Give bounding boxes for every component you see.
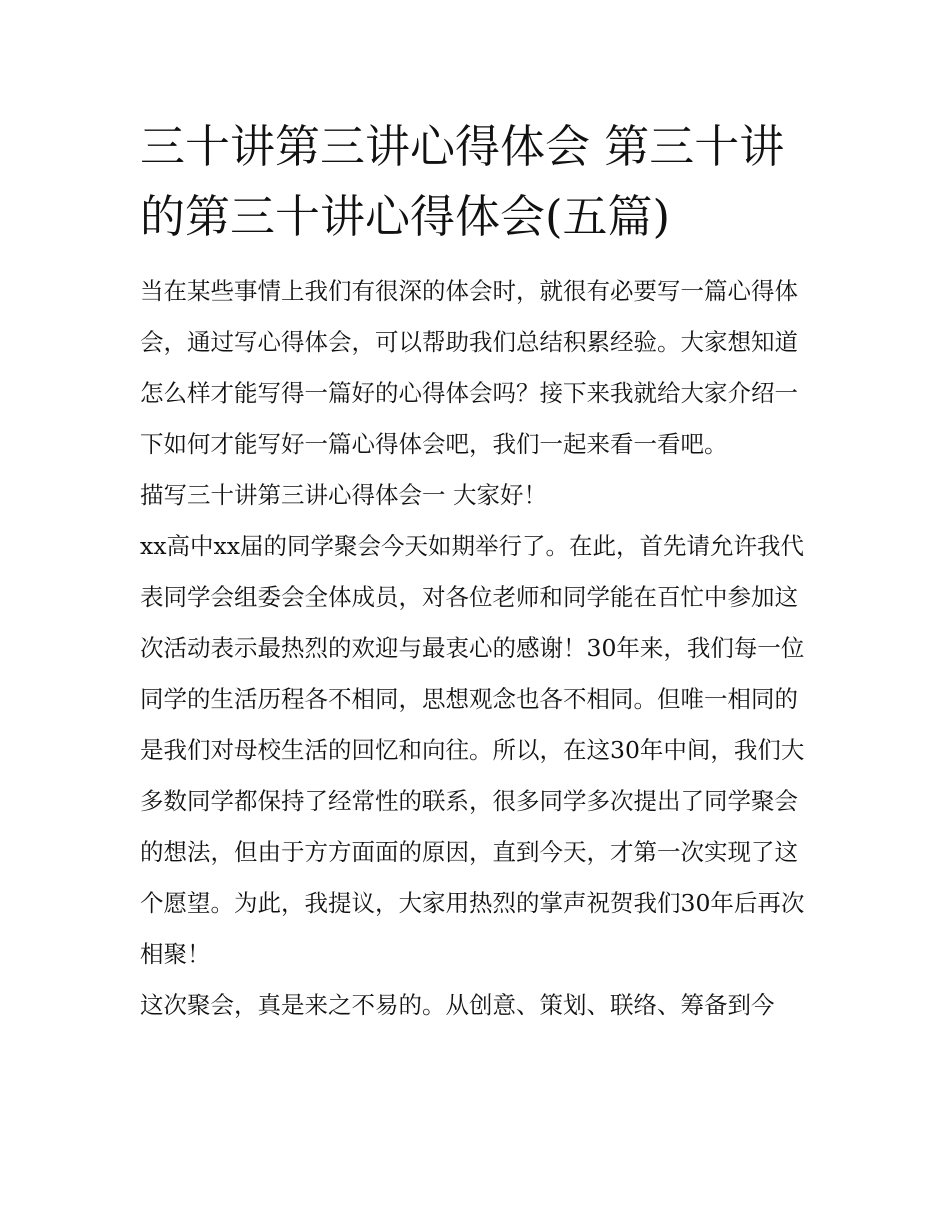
body-paragraph: xx高中xx届的同学聚会今天如期举行了。在此，首先请允许我代表同学会组委会全体成员，对各位老师和同学能在百忙中参加这次活动表示最热烈的欢迎与最衷心的感谢！30年来，我们每一位同学的生活历程各不相同，思想观念也各不相同。但唯一相同的是我们对母校生活的回忆和向往。所以，在这30年中间，我们大多数同学都保持了经常性的联系，很多同学多次提出了同学聚会的想法，但由于方方面面的原因，直到今天，才第一次实现了这个愿望。为此，我提议，大家用热烈的掌声祝贺我们30年后再次相聚！ bbox=[140, 532, 805, 968]
intro-paragraph: 当在某些事情上我们有很深的体会时，就很有必要写一篇心得体会，通过写心得体会，可以帮助我们总结积累经验。大家想知道怎么样才能写得一篇好的心得体会吗？接下来我就给大家介绍一下如何才能写好一篇心得体会吧，我们一起来看一看吧。 bbox=[140, 277, 798, 458]
section-heading-paragraph: 描写三十讲第三讲心得体会一 大家好！ bbox=[140, 481, 547, 509]
document-title: 三十讲第三讲心得体会 第三十讲的第三十讲心得体会(五篇) bbox=[140, 120, 785, 243]
body-paragraph: 这次聚会，真是来之不易的。从创意、策划、联络、筹备到今 bbox=[140, 991, 775, 1019]
document-body bbox=[140, 112, 820, 1031]
